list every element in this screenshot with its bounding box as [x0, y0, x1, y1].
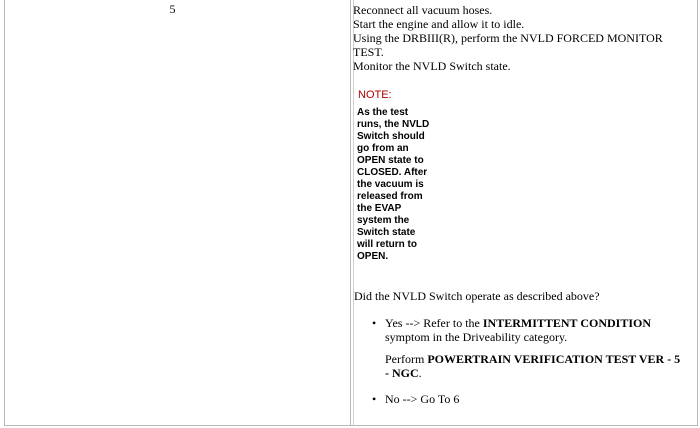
bullet-icon: •: [372, 392, 377, 406]
verification-test-name: POWERTRAIN VERIFICATION TEST VER - 5: [427, 352, 681, 366]
yes-answer-line2: symptom in the Driveability category.: [385, 330, 568, 344]
instruction-line: Start the engine and allow it to idle.: [353, 17, 525, 31]
perform-prefix: Perform: [385, 352, 428, 366]
no-answer-text: No --> Go To 6: [385, 392, 460, 406]
list-item-no: [372, 392, 692, 406]
instruction-line: Using the DRBIII(R), perform the NVLD FORCED MONITOR: [353, 31, 663, 45]
yes-answer-text: [385, 316, 692, 330]
bullet-icon: •: [372, 316, 377, 330]
list-item-yes: [372, 316, 692, 380]
answer-list: [372, 316, 692, 406]
note-label: NOTE:: [358, 89, 392, 101]
action-instructions: [353, 3, 683, 73]
instruction-line: TEST.: [353, 45, 384, 59]
note-box: [357, 89, 447, 263]
verification-test-instruction: [385, 352, 692, 380]
instruction-line: Monitor the NVLD Switch state.: [353, 59, 511, 73]
step-number-cell: 5: [169, 2, 176, 16]
column-divider: [350, 0, 351, 425]
verification-question: Did the NVLD Switch operate as described above?: [354, 289, 600, 303]
yes-answer-prefix: Yes --> Refer to the: [385, 316, 483, 330]
verification-test-suffix: .: [418, 366, 422, 380]
intermittent-condition-link: INTERMITTENT CONDITION: [482, 316, 652, 330]
verification-test-name-cont: - NGC: [385, 366, 419, 380]
instruction-line: Reconnect all vacuum hoses.: [353, 3, 493, 17]
note-body: As the test runs, the NVLD Switch should go from an OPEN state to CLOSED. After the vacuum is released from the EVAP system the Switch state will return to OPEN.: [357, 107, 430, 262]
